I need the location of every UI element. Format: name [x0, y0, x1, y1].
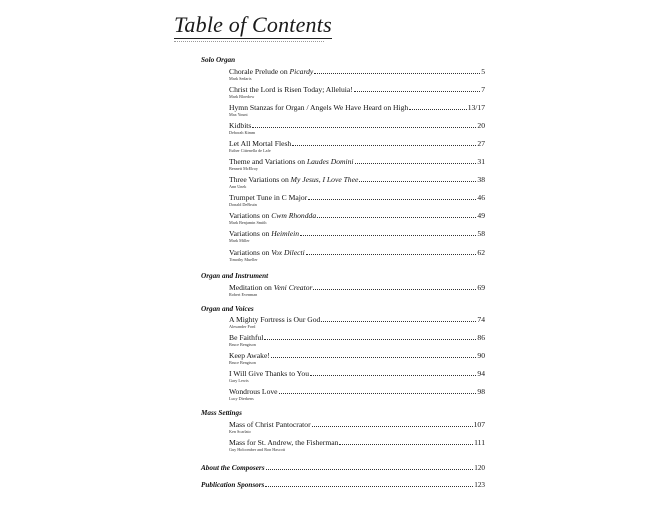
entry-title [229, 438, 338, 447]
toc-entry[interactable] [229, 175, 485, 184]
page-number: 58 [477, 229, 485, 238]
section-label: Publication Sponsors [201, 481, 265, 489]
entry-title-italic: Veni Creator [273, 283, 313, 292]
page-number: 90 [477, 351, 485, 360]
entry-title [229, 193, 307, 202]
entry-title [229, 315, 320, 324]
toc-entry[interactable] [229, 229, 485, 238]
dot-leader [279, 393, 477, 394]
entry-title [229, 351, 270, 360]
page-number: 69 [477, 283, 485, 292]
entry-title-text: Mass for St. Andrew, the Fisherman [229, 438, 339, 447]
entry-title-text: I Will Give Thanks to You [229, 369, 309, 378]
composer-name: Donald DeBruin [229, 202, 257, 207]
toc-entry[interactable] [229, 139, 485, 148]
toc-entry[interactable] [229, 157, 485, 166]
dot-leader [339, 444, 473, 445]
page-number: 20 [477, 121, 485, 130]
dot-leader [292, 145, 476, 146]
composer-name: Lucy Dierkens [229, 396, 254, 401]
page-number: 111 [474, 438, 485, 447]
dot-leader [271, 357, 477, 358]
dot-leader [355, 163, 477, 164]
entry-title-text: Let All Mortal Flesh [229, 139, 292, 148]
toc-entry[interactable] [229, 193, 485, 202]
dot-leader [252, 127, 476, 128]
entry-title-text: Wondrous Love [229, 387, 278, 396]
page-number: 107 [473, 420, 485, 429]
page-number: 62 [477, 248, 485, 257]
page-title: Table of Contents [174, 12, 332, 37]
entry-title-text: Christ the Lord is Risen Today; Alleluia! [229, 85, 353, 94]
composer-name: Mark Miller [229, 238, 250, 243]
composer-name: Ken Scarlato [229, 429, 251, 434]
entry-title-italic: Cwm Rhondda [271, 211, 317, 220]
composer-name: Timothy Mueller [229, 257, 258, 262]
dot-leader [317, 217, 476, 218]
page-number: 31 [477, 157, 485, 166]
page-number: 13/17 [467, 103, 485, 112]
entry-title-text: Trumpet Tune in C Major [229, 193, 308, 202]
entry-title-text: Theme and Variations on [229, 157, 307, 166]
dot-leader [306, 254, 477, 255]
toc-entry[interactable] [229, 248, 485, 257]
section-heading: Organ and Voices [201, 305, 254, 313]
composer-name: Esther Cittenella de Lafe [229, 148, 271, 153]
entry-title-text: Variations on [229, 211, 272, 220]
page-number: 86 [477, 333, 485, 342]
toc-entry[interactable] [229, 211, 485, 220]
entry-title-italic: Heimlein [271, 229, 300, 238]
section-label: About the Composers [201, 464, 265, 472]
entry-title-italic: My Jesus, I Love Thee [290, 175, 359, 184]
toc-entry[interactable] [229, 85, 485, 94]
dot-leader [314, 73, 480, 74]
dot-leader [321, 321, 476, 322]
toc-entry[interactable] [229, 315, 485, 324]
entry-title [229, 175, 358, 184]
page-number: 120 [474, 464, 485, 472]
dot-leader [359, 181, 476, 182]
page-number: 27 [477, 139, 485, 148]
entry-title [229, 333, 263, 342]
toc-section-entry[interactable] [201, 464, 485, 473]
entry-title-italic: Laudes Domini [306, 157, 354, 166]
composer-name: Bruce Bengtson [229, 360, 256, 365]
page-number: 123 [474, 481, 485, 489]
composer-name: Deborah Kimm [229, 130, 256, 135]
entry-title [229, 139, 291, 148]
dot-leader [265, 486, 473, 487]
toc-entry[interactable] [229, 351, 485, 360]
toc-entry[interactable] [229, 387, 485, 396]
page-number: 98 [477, 387, 485, 396]
page-number: 46 [477, 193, 485, 202]
entry-title [229, 248, 305, 257]
entry-title [229, 157, 354, 166]
entry-title [229, 121, 251, 130]
composer-name: Guy Holcomber and Ron Hascott [229, 447, 286, 452]
toc-section-entry[interactable] [201, 481, 485, 490]
dot-leader [264, 339, 476, 340]
composer-name: Alexander Ford [229, 324, 256, 329]
page-number: 38 [477, 175, 485, 184]
entry-title-italic: Picardy [289, 67, 314, 76]
dot-leader [312, 426, 473, 427]
entry-title-text: Kidbits [229, 121, 252, 130]
entry-title [229, 369, 309, 378]
toc-entry[interactable] [229, 67, 485, 76]
entry-title-text: Three Variations on [229, 175, 291, 184]
entry-title [229, 387, 278, 396]
entry-title [229, 103, 408, 112]
entry-title-text: Be Faithful [229, 333, 264, 342]
page-number: 74 [477, 315, 485, 324]
entry-title [229, 211, 316, 220]
dot-leader [300, 235, 476, 236]
composer-name: Mark Benjamin Smith [229, 220, 267, 225]
toc-entry[interactable] [229, 369, 485, 378]
toc-entry[interactable] [229, 333, 485, 342]
composer-name: Bennett McElroy [229, 166, 258, 171]
entry-title-italic: Vox Dilecti [271, 248, 305, 257]
section-heading: Mass Settings [201, 409, 242, 417]
page-number: 49 [477, 211, 485, 220]
entry-title-text: Variations on [229, 248, 272, 257]
dot-leader [354, 91, 480, 92]
entry-title [229, 420, 311, 429]
dot-leader [310, 375, 476, 376]
toc-entry[interactable] [229, 283, 485, 292]
page-number: 7 [481, 85, 485, 94]
entry-title-text: A Mighty Fortress is Our God [229, 315, 321, 324]
dot-leader [313, 289, 476, 290]
section-heading: Organ and Instrument [201, 272, 269, 280]
page-number: 94 [477, 369, 485, 378]
composer-name: Bruce Bengtson [229, 342, 256, 347]
page-number: 5 [481, 67, 485, 76]
dot-leader [409, 109, 466, 110]
dot-leader [266, 469, 474, 470]
entry-title-text: Chorale Prelude on [229, 67, 290, 76]
entry-title-text: Meditation on [229, 283, 274, 292]
composer-name: Mark Sedaris [229, 76, 252, 81]
composer-name: Mark Bloedow [229, 94, 255, 99]
entry-title [229, 67, 313, 76]
entry-title-text: Hymn Stanzas for Organ / Angels We Have Heard on High [229, 103, 409, 112]
composer-name: Ann Unek [229, 184, 247, 189]
toc-entry[interactable] [229, 438, 485, 447]
entry-title [229, 229, 299, 238]
composer-name: Robert Evenman [229, 292, 258, 297]
composer-name: Gary Lewis [229, 378, 249, 383]
toc-entry[interactable] [229, 121, 485, 130]
entry-title-text: Mass of Christ Pantocrator [229, 420, 311, 429]
toc-entry[interactable] [229, 103, 485, 112]
entry-title [229, 85, 353, 94]
dot-leader [308, 199, 476, 200]
section-heading: Solo Organ [201, 56, 236, 64]
entry-title [229, 283, 312, 292]
toc-entry[interactable] [229, 420, 485, 429]
entry-title-text: Variations on [229, 229, 272, 238]
composer-name: Max Yount [229, 112, 248, 117]
entry-title-text: Keep Awake! [229, 351, 270, 360]
